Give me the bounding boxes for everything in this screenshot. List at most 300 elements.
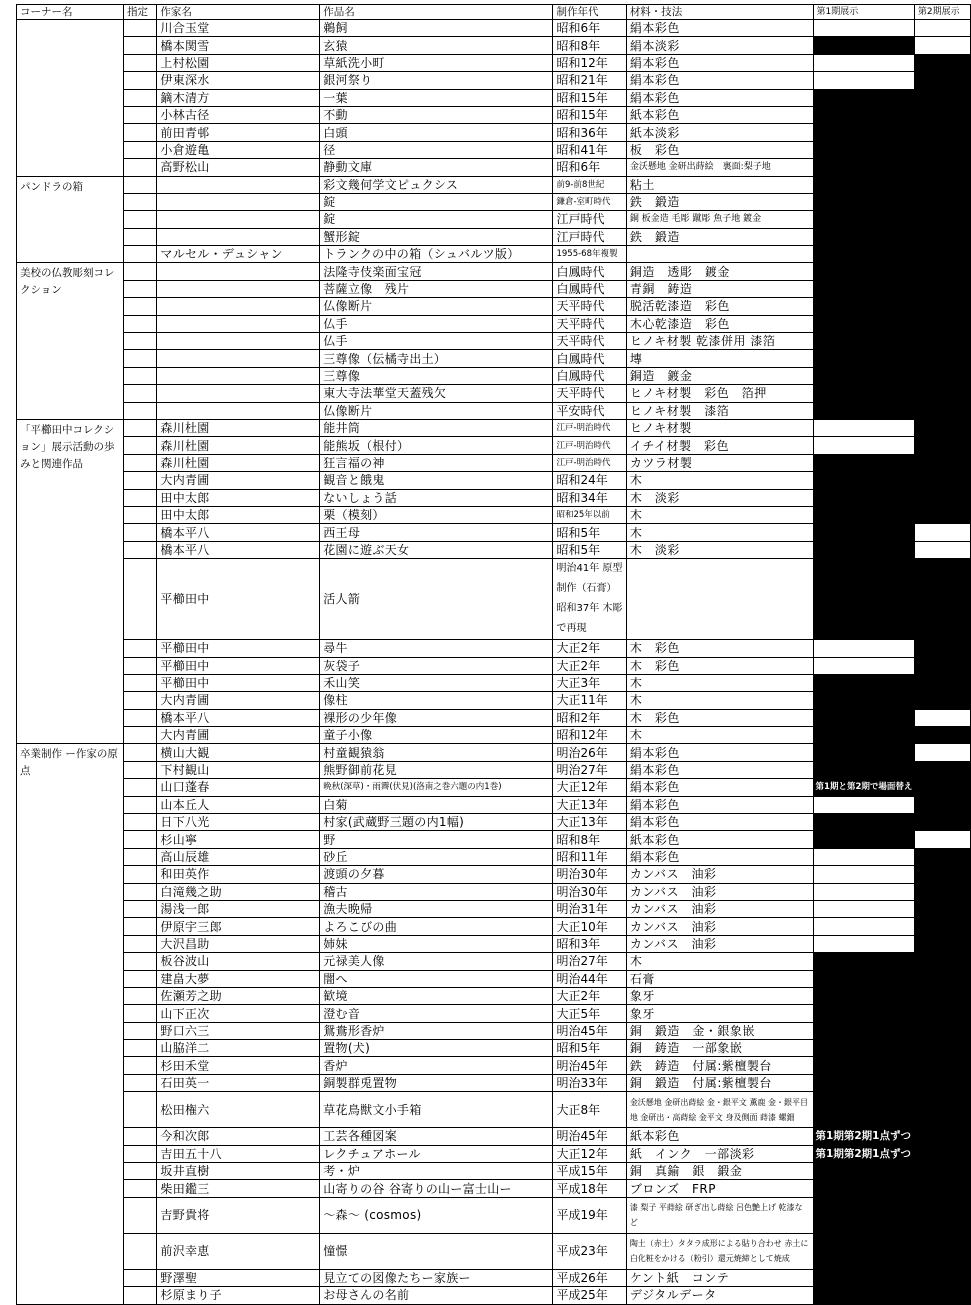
material-technique: 木: [626, 953, 813, 970]
artist-name: 田中太郎: [157, 489, 320, 506]
artist-name: 前沢幸恵: [157, 1233, 320, 1269]
period1-cell: [813, 350, 914, 367]
production-year: 昭和41年: [553, 141, 626, 158]
table-row: [17, 315, 971, 332]
material-technique: 銅 鋳造 一部象嵌: [626, 1040, 813, 1057]
artist-name: 橋本平八: [157, 524, 320, 541]
artist-name: [157, 211, 320, 228]
artist-name: 野澤聖: [157, 1269, 320, 1286]
material-technique: 紙本彩色: [626, 1128, 813, 1145]
period1-cell: [813, 141, 914, 158]
artist-name: [157, 176, 320, 193]
designation-cell: [124, 402, 157, 419]
period2-cell: [914, 657, 970, 674]
table-row: [17, 385, 971, 402]
production-year: 平成19年: [553, 1197, 626, 1233]
period1-cell: [813, 280, 914, 297]
production-year: 昭和34年: [553, 489, 626, 506]
period2-cell: [914, 193, 970, 210]
header-period2: 第2期展示: [914, 5, 970, 20]
production-year: 昭和5年: [553, 524, 626, 541]
table-row: [17, 298, 971, 315]
material-technique: 木心乾漆造 彩色: [626, 315, 813, 332]
designation-cell: [124, 1074, 157, 1091]
period1-cell: [813, 263, 914, 280]
artist-name: 上村松園: [157, 54, 320, 71]
period2-cell: [914, 298, 970, 315]
designation-cell: [124, 1128, 157, 1145]
production-year: 平成15年: [553, 1163, 626, 1180]
designation-cell: [124, 1022, 157, 1039]
period1-cell: [813, 1074, 914, 1091]
period1-cell: [813, 228, 914, 245]
production-year: 大正13年: [553, 796, 626, 813]
material-technique: 絹本彩色: [626, 761, 813, 778]
artist-name: 建畠大夢: [157, 970, 320, 987]
designation-cell: [124, 1233, 157, 1269]
designation-cell: [124, 1057, 157, 1074]
table-row: [17, 89, 971, 106]
production-year: 昭和25年以前: [553, 506, 626, 523]
table-row: [17, 761, 971, 778]
designation-cell: [124, 437, 157, 454]
artist-name: 佐瀬芳之助: [157, 987, 320, 1004]
period2-cell: [914, 72, 970, 89]
material-technique: 絹本彩色: [626, 72, 813, 89]
table-row: [17, 246, 971, 263]
material-technique: ヒノキ材製 漆箔: [626, 402, 813, 419]
period1-cell: [813, 298, 914, 315]
production-year: 江戸時代: [553, 228, 626, 245]
artist-name: 白滝幾之助: [157, 883, 320, 900]
work-title: 白菊: [320, 796, 553, 813]
table-row: [17, 402, 971, 419]
period2-cell: [914, 402, 970, 419]
work-title: 野: [320, 831, 553, 848]
work-title: 晩秋(深草)・雨霽(伏見)(洛南之巻六題の内1巻): [320, 779, 553, 796]
production-year: 江戸-明治時代: [553, 437, 626, 454]
corner-name: 美校の仏教彫刻コレクション: [17, 263, 124, 420]
table-row: [17, 54, 971, 71]
period1-cell: [813, 506, 914, 523]
period2-cell: [914, 1074, 970, 1091]
designation-cell: [124, 524, 157, 541]
header-row: [17, 5, 971, 20]
work-title: 玄猿: [320, 37, 553, 54]
period2-cell: [914, 506, 970, 523]
artist-name: 森川杜園: [157, 454, 320, 471]
period2-cell: [914, 1057, 970, 1074]
designation-cell: [124, 1197, 157, 1233]
designation-cell: [124, 674, 157, 691]
work-title: 裸形の少年像: [320, 709, 553, 726]
period2-cell: [914, 1233, 970, 1269]
period2-cell: [914, 1040, 970, 1057]
material-technique: カンバス 油彩: [626, 935, 813, 952]
production-year: 昭和24年: [553, 472, 626, 489]
production-year: 天平時代: [553, 333, 626, 350]
designation-cell: [124, 987, 157, 1004]
period2-cell: [914, 333, 970, 350]
work-title: 童子小像: [320, 727, 553, 744]
production-year: 明治26年: [553, 744, 626, 761]
designation-cell: [124, 193, 157, 210]
material-technique: 鉄 鍛造: [626, 193, 813, 210]
artist-name: 大内青圃: [157, 472, 320, 489]
period2-cell: [914, 1145, 970, 1162]
period2-cell: [914, 541, 970, 558]
work-title: 工芸各種図案: [320, 1128, 553, 1145]
designation-cell: [124, 72, 157, 89]
work-title: 澄む音: [320, 1005, 553, 1022]
designation-cell: [124, 54, 157, 71]
designation-cell: [124, 472, 157, 489]
material-technique: ブロンズ FRP: [626, 1180, 813, 1197]
designation-cell: [124, 900, 157, 917]
work-title: 鵜飼: [320, 20, 553, 37]
table-body: [17, 20, 971, 1305]
material-technique: カンバス 油彩: [626, 918, 813, 935]
work-title: 鴛鴦形香炉: [320, 1022, 553, 1039]
production-year: 大正2年: [553, 640, 626, 657]
work-title: 元禄美人像: [320, 953, 553, 970]
table-row: [17, 37, 971, 54]
designation-cell: [124, 141, 157, 158]
work-title: 活人箭: [320, 559, 553, 640]
table-row: [17, 524, 971, 541]
material-technique: 鉄 鋳造 付属:紫檀製台: [626, 1057, 813, 1074]
table-row: [17, 1092, 971, 1128]
designation-cell: [124, 727, 157, 744]
material-technique: 象牙: [626, 1005, 813, 1022]
material-technique: イチイ材製 彩色: [626, 437, 813, 454]
artist-name: 山口蓬春: [157, 779, 320, 796]
period2-cell: [914, 367, 970, 384]
work-title: 〜森〜 (cosmos): [320, 1197, 553, 1233]
production-year: 江戸-明治時代: [553, 454, 626, 471]
period1-cell: [813, 37, 914, 54]
artist-name: [157, 280, 320, 297]
period2-cell: [914, 20, 970, 37]
designation-cell: [124, 367, 157, 384]
header-year: 制作年代: [553, 5, 626, 20]
production-year: 江戸-明治時代: [553, 419, 626, 436]
period2-cell: [914, 918, 970, 935]
production-year: 平成18年: [553, 1180, 626, 1197]
work-title: 銀河祭り: [320, 72, 553, 89]
production-year: 昭和36年: [553, 124, 626, 141]
table-row: [17, 72, 971, 89]
period1-cell: [813, 1180, 914, 1197]
table-row: [17, 1197, 971, 1233]
designation-cell: [124, 779, 157, 796]
material-technique: 絹本彩色: [626, 796, 813, 813]
work-title: 村童観猿翁: [320, 744, 553, 761]
period1-cell: [813, 402, 914, 419]
material-technique: 銅 板金造 毛彫 蹴彫 魚子地 鍍金: [626, 211, 813, 228]
table-row: [17, 796, 971, 813]
table-row: [17, 350, 971, 367]
period1-cell: [813, 367, 914, 384]
work-title: ないしょう話: [320, 489, 553, 506]
period1-cell: [813, 72, 914, 89]
material-technique: 木: [626, 472, 813, 489]
period1-cell: [813, 692, 914, 709]
designation-cell: [124, 1145, 157, 1162]
work-title: 能井筒: [320, 419, 553, 436]
period1-cell: [813, 211, 914, 228]
display-note: 第1期と第2期で場面替え: [813, 779, 914, 796]
table-row: [17, 506, 971, 523]
artist-name: マルセル・デュシャン: [157, 246, 320, 263]
production-year: 明治27年: [553, 953, 626, 970]
period1-cell: [813, 1022, 914, 1039]
corner-name: パンドラの箱: [17, 176, 124, 263]
artist-name: 坂井直樹: [157, 1163, 320, 1180]
table-row: [17, 674, 971, 691]
artist-name: [157, 333, 320, 350]
material-technique: カンバス 油彩: [626, 883, 813, 900]
artist-name: 伊原宇三郎: [157, 918, 320, 935]
artist-name: 平櫛田中: [157, 674, 320, 691]
work-title: 静動文庫: [320, 159, 553, 176]
period2-cell: [914, 472, 970, 489]
work-title: 憧憬: [320, 1233, 553, 1269]
material-technique: 紙本淡彩: [626, 124, 813, 141]
artist-name: 平櫛田中: [157, 640, 320, 657]
production-year: 昭和2年: [553, 709, 626, 726]
production-year: 大正12年: [553, 1145, 626, 1162]
artist-name: 野口六三: [157, 1022, 320, 1039]
table-row: [17, 228, 971, 245]
designation-cell: [124, 559, 157, 640]
period2-cell: [914, 953, 970, 970]
period1-cell: [813, 1163, 914, 1180]
table-row: [17, 1074, 971, 1091]
work-title: 彩文幾何学文ピュクシス: [320, 176, 553, 193]
work-title: 置物(犬): [320, 1040, 553, 1057]
work-title: 不動: [320, 106, 553, 123]
artist-name: 小林古径: [157, 106, 320, 123]
period1-cell: [813, 124, 914, 141]
table-row: [17, 1180, 971, 1197]
work-title: 草紙洗小町: [320, 54, 553, 71]
production-year: 白鳳時代: [553, 280, 626, 297]
work-title: 砂丘: [320, 848, 553, 865]
period1-cell: [813, 106, 914, 123]
production-year: 平安時代: [553, 402, 626, 419]
production-year: 昭和6年: [553, 159, 626, 176]
period2-cell: [914, 900, 970, 917]
period2-cell: [914, 350, 970, 367]
work-title: 見立ての図像たちー家族ー: [320, 1269, 553, 1286]
designation-cell: [124, 124, 157, 141]
artist-name: [157, 350, 320, 367]
material-technique: 絹本彩色: [626, 89, 813, 106]
production-year: 昭和15年: [553, 89, 626, 106]
period1-cell: [813, 1197, 914, 1233]
period2-cell: [914, 1128, 970, 1145]
period1-cell: [813, 246, 914, 263]
work-title: 闇へ: [320, 970, 553, 987]
production-year: 大正13年: [553, 814, 626, 831]
work-title: トランクの中の箱（シュバルツ版）: [320, 246, 553, 263]
designation-cell: [124, 918, 157, 935]
work-title: 香炉: [320, 1057, 553, 1074]
artist-name: 杉原まり子: [157, 1287, 320, 1304]
period2-cell: [914, 106, 970, 123]
header-artist: 作家名: [157, 5, 320, 20]
work-title: 仏手: [320, 315, 553, 332]
period2-cell: [914, 263, 970, 280]
header-designation: 指定: [124, 5, 157, 20]
material-technique: 紙本彩色: [626, 106, 813, 123]
artist-name: [157, 193, 320, 210]
designation-cell: [124, 280, 157, 297]
material-technique: 銅 真鍮 銀 鍛金: [626, 1163, 813, 1180]
production-year: 昭和3年: [553, 935, 626, 952]
material-technique: 金沃懸地 金研出蒔絵 裏面:梨子地: [626, 159, 813, 176]
artist-name: 山脇洋二: [157, 1040, 320, 1057]
designation-cell: [124, 866, 157, 883]
period1-cell: [813, 193, 914, 210]
period1-cell: [813, 385, 914, 402]
material-technique: 絹本彩色: [626, 779, 813, 796]
material-technique: 銅 鍛造 金・銀象嵌: [626, 1022, 813, 1039]
work-title: 花園に遊ぶ天女: [320, 541, 553, 558]
table-row: [17, 1022, 971, 1039]
production-year: 明治45年: [553, 1128, 626, 1145]
period1-cell: [813, 727, 914, 744]
period2-cell: [914, 1005, 970, 1022]
period1-cell: [813, 709, 914, 726]
designation-cell: [124, 298, 157, 315]
material-technique: 絹本彩色: [626, 20, 813, 37]
artist-name: 湯浅一郎: [157, 900, 320, 917]
work-title: 観音と餓鬼: [320, 472, 553, 489]
period1-cell: [813, 883, 914, 900]
table-row: [17, 489, 971, 506]
table-row: [17, 987, 971, 1004]
work-title: 尋牛: [320, 640, 553, 657]
production-year: 平成26年: [553, 1269, 626, 1286]
material-technique: 象牙: [626, 987, 813, 1004]
artist-name: [157, 228, 320, 245]
designation-cell: [124, 883, 157, 900]
work-title: 三尊像: [320, 367, 553, 384]
table-row: [17, 1005, 971, 1022]
period2-cell: [914, 54, 970, 71]
production-year: 天平時代: [553, 298, 626, 315]
table-row: [17, 900, 971, 917]
artist-name: 森川杜園: [157, 419, 320, 436]
period2-cell: [914, 814, 970, 831]
period2-cell: [914, 124, 970, 141]
table-row: [17, 193, 971, 210]
period2-cell: [914, 796, 970, 813]
artist-name: 高山辰雄: [157, 848, 320, 865]
header-technique: 材料・技法: [626, 5, 813, 20]
artist-name: [157, 298, 320, 315]
designation-cell: [124, 20, 157, 37]
artist-name: 吉田五十八: [157, 1145, 320, 1162]
designation-cell: [124, 848, 157, 865]
period1-cell: [813, 20, 914, 37]
period2-cell: [914, 883, 970, 900]
designation-cell: [124, 159, 157, 176]
material-technique: 紙 インク 一部淡彩: [626, 1145, 813, 1162]
table-row: [17, 640, 971, 657]
production-year: 明治31年: [553, 900, 626, 917]
material-technique: 青銅 鋳造: [626, 280, 813, 297]
production-year: 大正8年: [553, 1092, 626, 1128]
period1-cell: [813, 472, 914, 489]
table-row: [17, 1128, 971, 1145]
work-title: 渡頭の夕暮: [320, 866, 553, 883]
production-year: 天平時代: [553, 385, 626, 402]
artist-name: 平櫛田中: [157, 559, 320, 640]
exhibit-list-table: [16, 4, 971, 1305]
production-year: 昭和6年: [553, 20, 626, 37]
table-row: [17, 727, 971, 744]
material-technique: 絹本彩色: [626, 54, 813, 71]
material-technique: 銅 鍛造 付属:紫檀製台: [626, 1074, 813, 1091]
table-row: [17, 472, 971, 489]
production-year: 大正10年: [553, 918, 626, 935]
work-title: 山寄りの谷 谷寄りの山ー富士山ー: [320, 1180, 553, 1197]
production-year: 明治33年: [553, 1074, 626, 1091]
header-corner: コーナー名: [17, 5, 124, 20]
designation-cell: [124, 89, 157, 106]
table-row: [17, 1040, 971, 1057]
period2-cell: [914, 246, 970, 263]
period1-cell: [813, 657, 914, 674]
material-technique: [626, 246, 813, 263]
work-title: 仏手: [320, 333, 553, 350]
period2-cell: [914, 970, 970, 987]
designation-cell: [124, 489, 157, 506]
table-row: [17, 831, 971, 848]
artist-name: 下村観山: [157, 761, 320, 778]
production-year: 昭和11年: [553, 848, 626, 865]
table-row: [17, 1269, 971, 1286]
artist-name: 杉田禾堂: [157, 1057, 320, 1074]
work-title: 東大寺法華堂天蓋残欠: [320, 385, 553, 402]
designation-cell: [124, 709, 157, 726]
artist-name: 大内青圃: [157, 692, 320, 709]
designation-cell: [124, 176, 157, 193]
production-year: 昭和12年: [553, 727, 626, 744]
period2-cell: [914, 935, 970, 952]
period2-cell: [914, 1197, 970, 1233]
designation-cell: [124, 37, 157, 54]
corner-name: [17, 20, 124, 177]
artist-name: [157, 385, 320, 402]
table-row: [17, 280, 971, 297]
period2-cell: [914, 1269, 970, 1286]
period2-cell: [914, 1163, 970, 1180]
work-title: 能熊坂（根付）: [320, 437, 553, 454]
work-title: 三尊像（伝橘寺出土）: [320, 350, 553, 367]
period1-cell: [813, 1269, 914, 1286]
designation-cell: [124, 831, 157, 848]
material-technique: 鉄 鍛造: [626, 228, 813, 245]
production-year: 昭和5年: [553, 1040, 626, 1057]
period1-cell: [813, 89, 914, 106]
production-year: 大正11年: [553, 692, 626, 709]
period1-cell: [813, 918, 914, 935]
period2-cell: [914, 176, 970, 193]
